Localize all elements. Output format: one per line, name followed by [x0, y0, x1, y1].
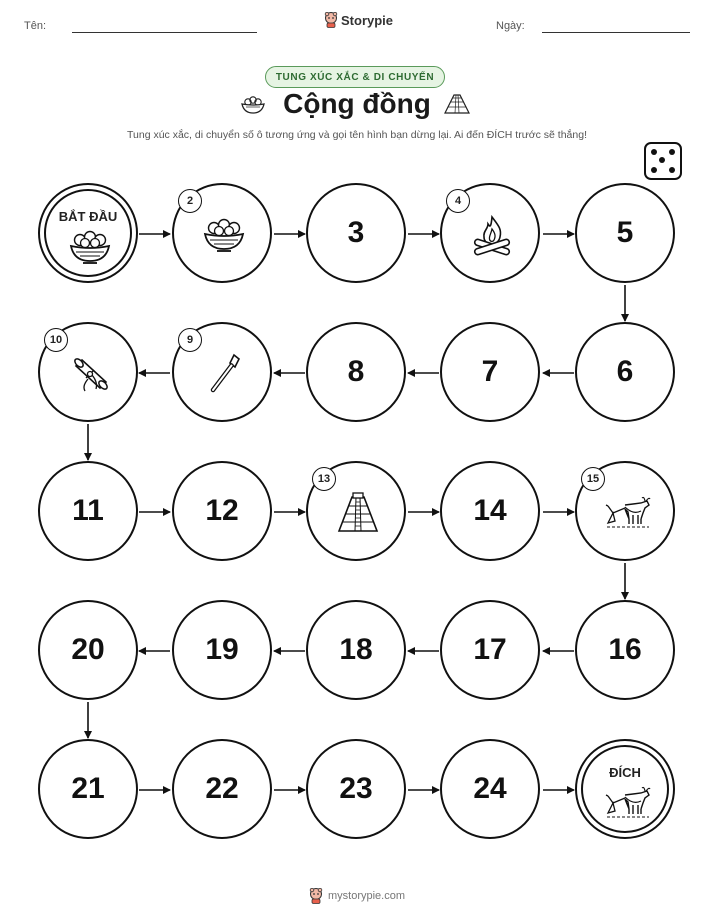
space-number-badge: 4 — [446, 189, 470, 213]
board-space-14[interactable] — [440, 461, 540, 561]
board-space-22[interactable] — [172, 739, 272, 839]
board-space-13[interactable] — [306, 461, 406, 561]
finish-label: ĐÍCH — [609, 765, 641, 780]
finish-space[interactable] — [575, 739, 675, 839]
space-number: 17 — [473, 633, 507, 666]
space-number-badge: 10 — [44, 328, 68, 352]
space-number-badge: 2 — [178, 189, 202, 213]
space-number: 21 — [71, 772, 105, 805]
board-space-17[interactable] — [440, 600, 540, 700]
board-space-21[interactable] — [38, 739, 138, 839]
space-number: 12 — [205, 494, 239, 527]
board-space-4[interactable] — [440, 183, 540, 283]
board-space-3[interactable] — [306, 183, 406, 283]
ox-plough-icon — [605, 491, 651, 536]
date-label: Ngày: — [496, 20, 525, 32]
board-space-8[interactable] — [306, 322, 406, 422]
footer-site: mystorypie.com — [327, 890, 406, 902]
storypie-mascot-icon — [309, 888, 323, 904]
start-space[interactable] — [38, 183, 138, 283]
start-label: BẮT ĐẦU — [58, 209, 118, 224]
space-number: 3 — [347, 216, 365, 249]
board-space-10[interactable] — [38, 322, 138, 422]
board-space-24[interactable] — [440, 739, 540, 839]
space-number-badge: 9 — [178, 328, 202, 352]
campfire-icon — [470, 213, 514, 262]
scroll-icon — [68, 352, 112, 401]
board-space-5[interactable] — [575, 183, 675, 283]
activity-badge: TUNG XÚC XẮC & DI CHUYỂN — [265, 66, 445, 88]
board-space-6[interactable] — [575, 322, 675, 422]
board-space-18[interactable] — [306, 600, 406, 700]
space-number: 7 — [481, 355, 499, 388]
board-space-12[interactable] — [172, 461, 272, 561]
space-number-badge: 13 — [312, 467, 336, 491]
space-number: 8 — [347, 355, 365, 388]
board-space-20[interactable] — [38, 600, 138, 700]
space-number: 14 — [473, 494, 507, 527]
instructions: Tung xúc xắc, di chuyển số ô tương ứng và gọi tên hình bạn dừng lại. Ai đến ĐÍCH trước sẽ thắng! — [126, 129, 587, 141]
space-number: 18 — [339, 633, 373, 666]
space-number: 22 — [205, 772, 239, 805]
brand-name: Storypie — [341, 12, 394, 28]
space-number: 23 — [339, 772, 373, 805]
board-space-9[interactable] — [172, 322, 272, 422]
space-number: 16 — [608, 633, 642, 666]
fruit-bowl-icon — [202, 213, 246, 258]
space-number: 11 — [72, 494, 104, 527]
ox-plough-icon — [605, 781, 651, 826]
board-space-19[interactable] — [172, 600, 272, 700]
board-space-2[interactable] — [172, 183, 272, 283]
space-number: 6 — [616, 355, 634, 388]
board-space-16[interactable] — [575, 600, 675, 700]
board-space-11[interactable] — [38, 461, 138, 561]
board-space-7[interactable] — [440, 322, 540, 422]
space-number: 5 — [616, 216, 634, 249]
board-space-23[interactable] — [306, 739, 406, 839]
space-number: 24 — [473, 772, 507, 805]
space-number-badge: 15 — [581, 467, 605, 491]
page-title: Cộng đồng — [283, 88, 431, 119]
name-label: Tên: — [24, 20, 47, 32]
footer — [0, 888, 714, 904]
space-number: 20 — [71, 633, 105, 666]
space-number: 19 — [205, 633, 239, 666]
pyramid-icon — [336, 491, 380, 540]
fruit-bowl-icon — [68, 225, 112, 270]
spear-icon — [202, 352, 246, 401]
board-space-15[interactable] — [575, 461, 675, 561]
